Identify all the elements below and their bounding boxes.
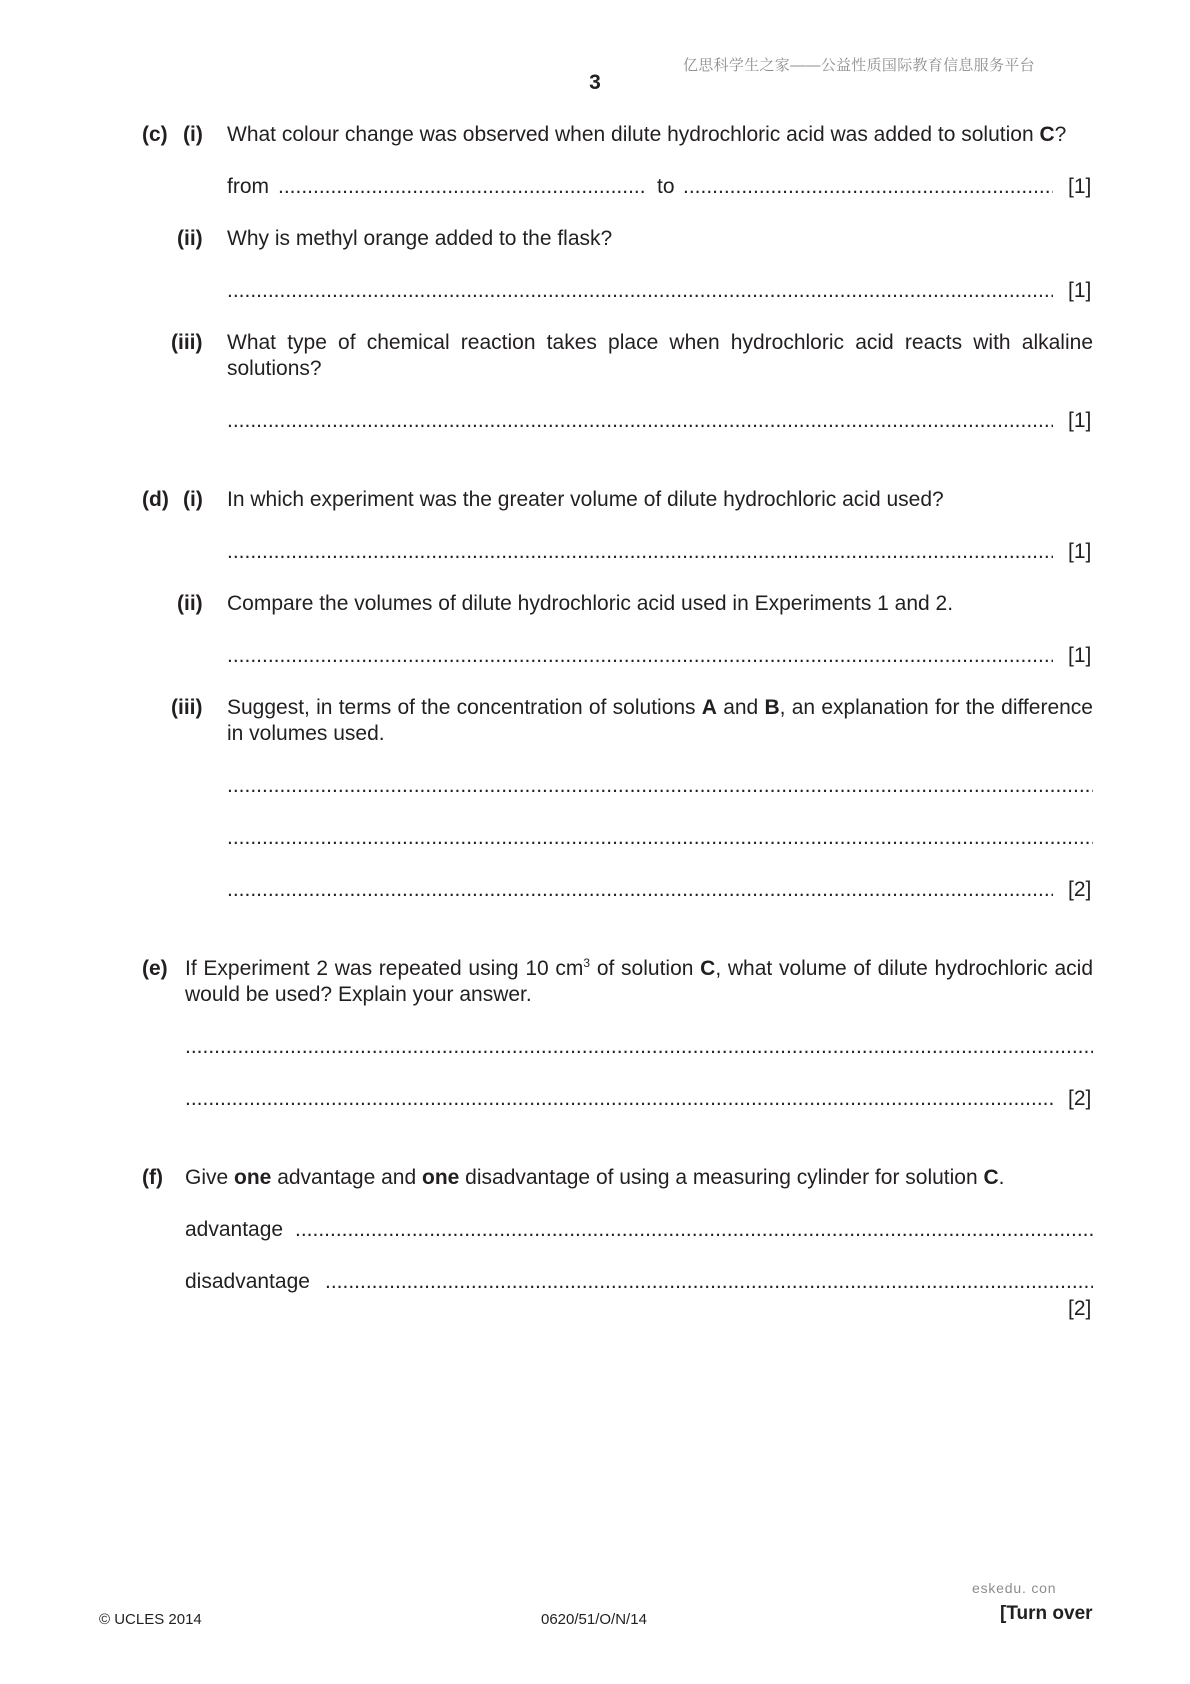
part-e-label: (e) (142, 957, 168, 980)
page-number: 3 (589, 71, 601, 94)
mark-d-i: [1] (1068, 540, 1092, 563)
copyright-text: © UCLES 2014 (99, 1611, 202, 1628)
part-d-label: (d) (142, 488, 169, 511)
question-c-iii: What type of chemical reaction takes place when hydrochloric acid reacts with alkaline solutions? (227, 331, 1093, 380)
question-d-iii: Suggest, in terms of the concentration of solutions A and B, an explanation for the difference in volumes used. (227, 696, 1093, 745)
part-f-label: (f) (142, 1166, 163, 1189)
mark-c-i: [1] (1068, 175, 1092, 198)
answer-line-c-ii[interactable] (227, 278, 1053, 304)
part-c-label: (c) (142, 123, 168, 146)
watermark-text: 亿思科学生之家——公益性质国际教育信息服务平台 (683, 57, 1035, 74)
site-watermark: eskedu. con (972, 1580, 1057, 1596)
sub-i-label: (i) (183, 123, 203, 146)
answer-line-disadvantage[interactable] (325, 1269, 1093, 1295)
answer-line-from[interactable] (278, 174, 646, 200)
to-label: to (657, 175, 675, 198)
answer-line-e-2[interactable] (185, 1086, 1053, 1112)
sub-iii-label: (iii) (171, 696, 203, 719)
answer-line-e-1[interactable] (185, 1034, 1093, 1060)
paper-code: 0620/51/O/N/14 (541, 1611, 647, 1628)
question-f: Give one advantage and one disadvantage of using a measuring cylinder for solution C. (185, 1166, 1005, 1189)
from-label: from (227, 175, 269, 198)
mark-d-ii: [1] (1068, 644, 1092, 667)
question-e: If Experiment 2 was repeated using 10 $cm^3$ of solution C, what volume of dilute hydrochloric acid would be used? Explain your answer. (185, 956, 1093, 1006)
answer-line-d-iii-2[interactable] (227, 825, 1093, 851)
answer-line-d-iii-1[interactable] (227, 773, 1093, 799)
question-d-ii: Compare the volumes of dilute hydrochloric acid used in Experiments 1 and 2. (227, 592, 954, 615)
advantage-label: advantage (185, 1218, 284, 1241)
question-c-i: What colour change was observed when dilute hydrochloric acid was added to solution C? (227, 123, 1067, 146)
question-c-ii: Why is methyl orange added to the flask? (227, 227, 613, 250)
disadvantage-label: disadvantage (185, 1270, 310, 1293)
answer-line-c-iii[interactable] (227, 408, 1053, 434)
mark-f: [2] (1068, 1297, 1092, 1320)
turn-over-text: [Turn over (1000, 1603, 1093, 1624)
answer-line-advantage[interactable] (295, 1217, 1093, 1243)
answer-line-d-ii[interactable] (227, 643, 1053, 669)
mark-e: [2] (1068, 1087, 1092, 1110)
sub-i-label: (i) (183, 488, 203, 511)
sub-iii-label: (iii) (171, 331, 203, 354)
answer-line-to[interactable] (683, 174, 1053, 200)
question-d-i: In which experiment was the greater volume of dilute hydrochloric acid used? (227, 488, 944, 511)
mark-c-ii: [1] (1068, 279, 1092, 302)
mark-c-iii: [1] (1068, 409, 1092, 432)
answer-line-d-i[interactable] (227, 539, 1053, 565)
mark-d-iii: [2] (1068, 878, 1092, 901)
sub-ii-label: (ii) (177, 592, 203, 615)
sub-ii-label: (ii) (177, 227, 203, 250)
answer-line-d-iii-3[interactable] (227, 877, 1053, 903)
